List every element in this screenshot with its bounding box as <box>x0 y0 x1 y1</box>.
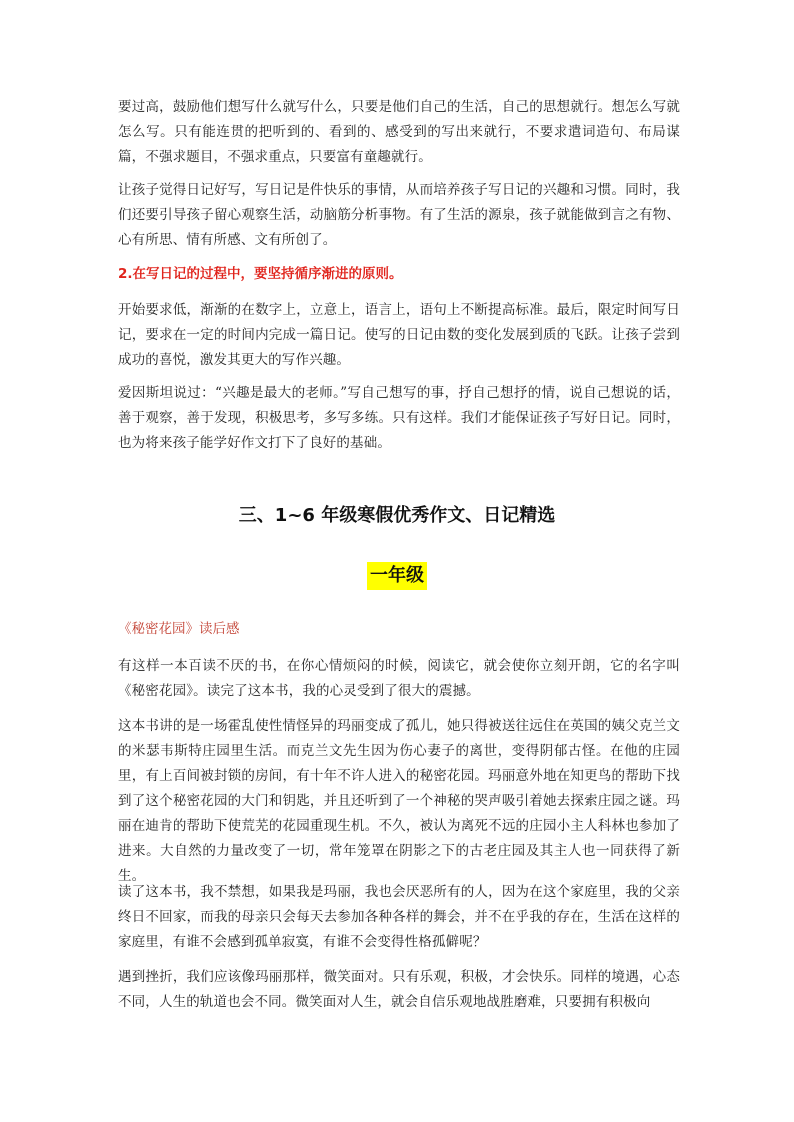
grade-label: 一年级 <box>367 562 427 590</box>
essay-title: 《秘密花园》读后感 <box>118 621 240 637</box>
grade-label-wrap <box>0 562 794 590</box>
paragraph-diary-joy: 让孩子觉得日记好写，写日记是件快乐的事情，从而培养孩子写日记的兴趣和习惯。同时，我们还要引导孩子留心观察生活，动脑筋分析事物。有了生活的源泉，孩子就能做到言之有物、心有所思、情有所感、文有所创了。 <box>118 182 680 248</box>
essay-paragraph-summary: 这本书讲的是一场霍乱使性情怪异的玛丽变成了孤儿，她只得被送往远住在英国的姨父克兰文的米瑟韦斯特庄园里生活。而克兰文先生因为伤心妻子的离世，变得阴郁古怪。在他的庄园里，有上百间被封锁的房间，有十年不许人进入的秘密花园。玛丽意外地在知更鸟的帮助下找到了这个秘密花园的大门和钥匙，并且还听到了一个神秘的哭声吸引着她去探索庄园之谜。玛丽在迪肯的帮助下使荒芜的花园重现生机。不久，被认为离死不远的庄园小主人科林也参加了进来。大自然的力量改变了一切，常年笼罩在阴影之下的古老庄园及其主人也一同获得了新生。 <box>118 718 680 884</box>
paragraph-diary-freedom: 要过高，鼓励他们想写什么就写什么，只要是他们自己的生活，自己的思想就行。想怎么写就怎么写。只有能连贯的把听到的、看到的、感受到的写出来就行，不要求遣词造句、布局谋篇，不强求题目，不强求重点，只要富有童趣就行。 <box>118 99 680 165</box>
section-title: 三、1~6 年级寒假优秀作文、日记精选 <box>238 505 556 526</box>
essay-paragraph-intro: 有这样一本百读不厌的书，在你心情烦闷的时候，阅读它，就会使你立刻开朗，它的名字叫《秘密花园》。读完了这本书，我的心灵受到了很大的震撼。 <box>118 658 680 699</box>
paragraph-gradual-progress: 开始要求低，渐渐的在数字上，立意上，语言上，语句上不断提高标准。最后，限定时间写日记，要求在一定的时间内完成一篇日记。使写的日记由数的变化发展到质的飞跃。让孩子尝到成功的喜悦，激发其更大的写作兴趣。 <box>118 302 680 368</box>
essay-paragraph-reflection: 读了这本书，我不禁想，如果我是玛丽，我也会厌恶所有的人，因为在这个家庭里，我的父亲终日不回家，而我的母亲只会每天去参加各种各样的舞会，并不在乎我的存在，生活在这样的家庭里，有谁不会感到孤单寂寞，有谁不会变得性格孤僻呢？ <box>118 884 680 950</box>
principle-heading: 2.在写日记的过程中，要坚持循序渐进的原则。 <box>118 266 403 282</box>
paragraph-einstein-quote: 爱因斯坦说过：“兴趣是最大的老师。”写自己想写的事，抒自己想抒的情，说自己想说的话，善于观察，善于发现，积极思考，多写多练。只有这样。我们才能保证孩子写好日记。同时，也为将来孩子能学好作文打下了良好的基础。 <box>118 385 680 451</box>
essay-paragraph-lesson: 遇到挫折，我们应该像玛丽那样，微笑面对。只有乐观，积极，才会快乐。同样的境遇，心态不同，人生的轨道也会不同。微笑面对人生，就会自信乐观地战胜磨难，只要拥有积极向 <box>118 969 680 1010</box>
